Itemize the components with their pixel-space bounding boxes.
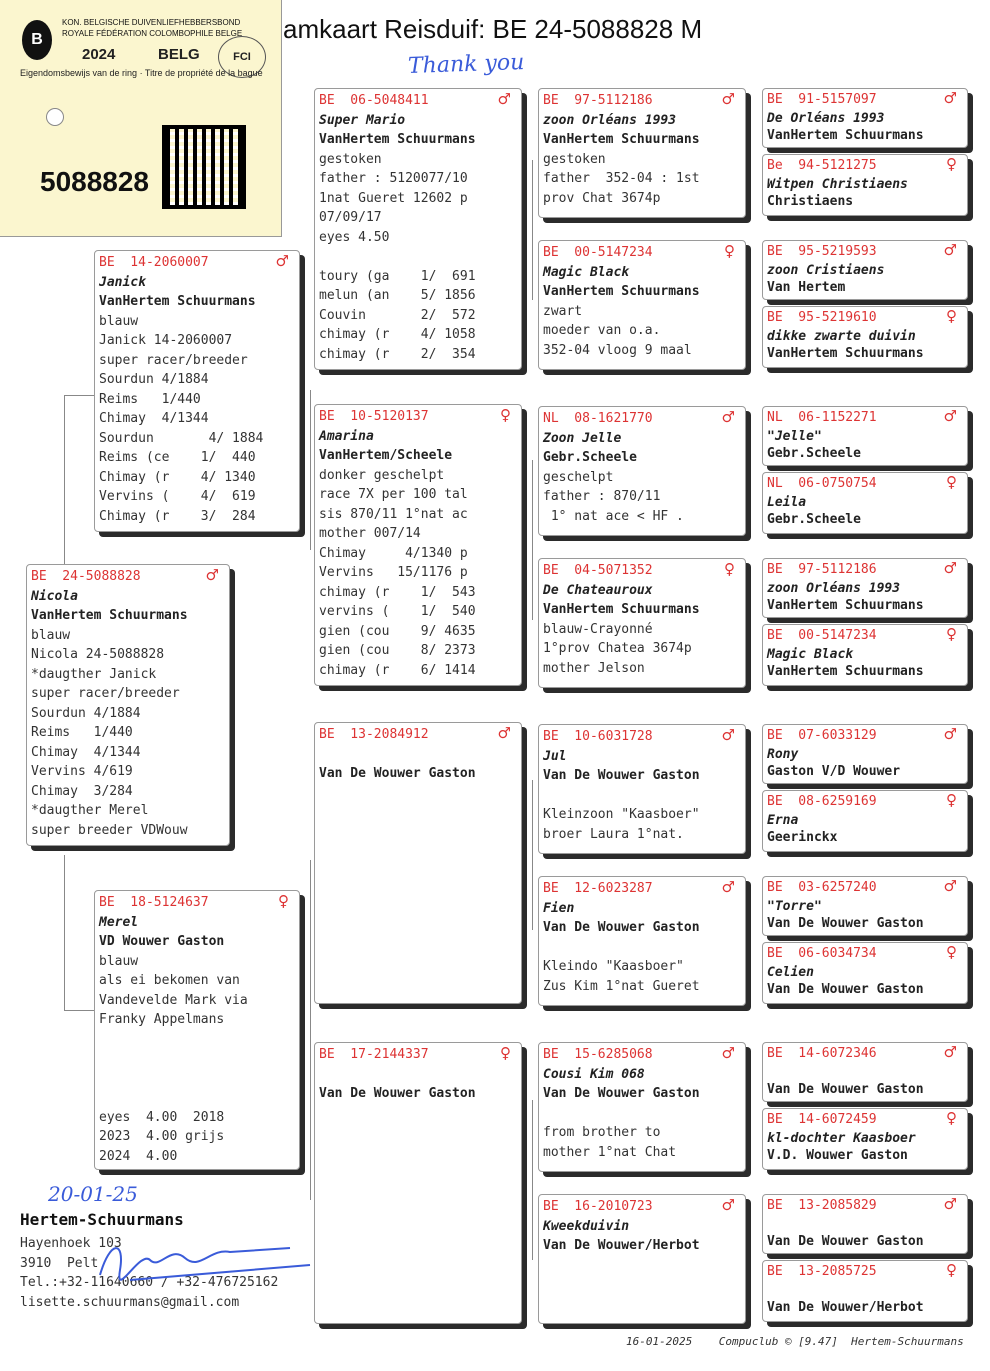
print-footer: 16-01-2025 Compuclub © [9.47] Hertem-Schuurmans: [626, 1335, 964, 1348]
ring-number: BE 91-5157097 ♂: [767, 89, 957, 107]
owner: Van De Wouwer Gaston: [543, 920, 700, 935]
owner: VanHertem Schuurmans: [767, 346, 924, 361]
owner: V.D. Wouwer Gaston: [767, 1148, 908, 1163]
detail-line: chimay (r 6/ 1414: [319, 662, 476, 678]
detail-line: mother 1°nat Chat: [543, 1144, 677, 1160]
pigeon-name: Merel: [99, 914, 139, 930]
pigeon-name: Zoon Jelle: [543, 430, 622, 446]
pigeon-name: "Jelle": [767, 428, 822, 444]
ring-number: BE 10-5120137 ♀: [319, 406, 511, 424]
detail-line: Vandevelde Mark via: [99, 992, 248, 1008]
detail-line: gien (cou 9/ 4635: [319, 623, 476, 639]
detail-line: 1°prov Chatea 3674p: [543, 641, 692, 656]
pigeon-card-gs2: [314, 722, 522, 1004]
connector-line: [64, 395, 65, 565]
pigeon-card-g4-15: [762, 1194, 968, 1254]
ring-number: BE 04-5071352 ♀: [543, 560, 735, 578]
detail-line: Sourdun 4/ 1884: [99, 430, 264, 446]
pigeon-card-ggs4: [538, 1042, 746, 1172]
connector-line: [310, 390, 311, 550]
owner: Van De Wouwer Gaston: [319, 1086, 476, 1101]
pigeon-card-ggd2: [538, 558, 746, 688]
female-icon: ♀: [724, 242, 735, 260]
owner: VanHertem Schuurmans: [767, 598, 924, 613]
male-icon: ♂: [943, 241, 957, 259]
detail-line: 2024 4.00: [99, 1148, 178, 1164]
detail-line: blauw-Crayonné: [543, 621, 653, 637]
pigeon-name: kl-dochter Kaasboer: [767, 1130, 916, 1146]
detail-line: Zus Kim 1°nat Gueret: [543, 978, 700, 994]
male-icon: ♂: [205, 566, 219, 584]
male-icon: ♂: [943, 1043, 957, 1061]
pigeon-card-g4-12: [762, 942, 968, 1004]
pigeon-name: zoon Orléans 1993: [543, 112, 677, 128]
detail-line: Chimay 4/1340 p: [319, 545, 468, 561]
ring-number: BE 03-6257240 ♂: [767, 877, 957, 895]
male-icon: ♂: [721, 1044, 735, 1062]
detail-line: Nicola 24-5088828: [31, 647, 165, 662]
detail-line: gestoken: [319, 151, 382, 167]
pigeon-name: De Orléans 1993: [767, 110, 885, 126]
ring-number: NL 06-1152271 ♂: [767, 407, 957, 425]
male-icon: ♂: [721, 1196, 735, 1214]
ring-number: BE 14-2060007 ♂: [99, 252, 289, 270]
ring-number: BE 06-5048411 ♂: [319, 90, 511, 108]
male-icon: ♂: [943, 1195, 957, 1213]
detail-line: super breeder VDWouw: [31, 822, 188, 838]
pigeon-card-g4-13: [762, 1042, 968, 1102]
detail-line: chimay (r 2/ 354: [319, 346, 476, 362]
detail-line: chimay (r 1/ 543: [319, 584, 476, 600]
pigeon-card-sire: [94, 250, 300, 532]
pigeon-name: Magic Black: [543, 264, 630, 280]
detail-line: father 352-04 : 1st: [543, 171, 700, 186]
pigeon-name: Celien: [767, 964, 814, 980]
female-icon: ♀: [500, 1044, 511, 1062]
male-icon: ♂: [721, 90, 735, 108]
detail-line: super racer/breeder: [31, 686, 180, 701]
detail-line: sis 870/11 1°nat ac: [319, 506, 468, 522]
detail-line: from brother to: [543, 1125, 661, 1140]
ring-ownership: Eigendomsbewijs van de ring · Titre de propriété de la bague: [20, 68, 263, 78]
connector-line: [310, 860, 311, 1200]
connector-line: [532, 160, 533, 300]
owner: VanHertem/Scheele: [319, 448, 453, 463]
detail-line: blauw: [31, 627, 71, 643]
detail-line: als ei bekomen van: [99, 973, 240, 988]
male-icon: ♂: [943, 559, 957, 577]
ring-number: BE 97-5112186 ♂: [543, 90, 735, 108]
fci-globe-icon: FCI: [218, 36, 266, 78]
detail-line: Franky Appelmans: [99, 1012, 225, 1027]
handwritten-note: Thank you: [407, 49, 525, 80]
ring-number: BE 00-5147234 ♀: [543, 242, 735, 260]
pigeon-name: [767, 1064, 967, 1082]
male-icon: ♂: [721, 726, 735, 744]
address-city: 3910 Pelt: [20, 1256, 99, 1271]
male-icon: ♂: [943, 877, 957, 895]
detail-line: Sourdun 4/1884: [99, 372, 209, 387]
pigeon-name: Leila: [767, 494, 807, 510]
ring-number: BE 13-2085829 ♂: [767, 1195, 957, 1213]
ring-org-line2: ROYALE FÉDÉRATION COLOMBOPHILE BELGE: [62, 29, 243, 38]
detail-line: broer Laura 1°nat.: [543, 826, 684, 842]
kbdb-logo-icon: B: [22, 20, 52, 60]
signature-icon: [90, 1230, 320, 1290]
ring-number: BE 07-6033129 ♂: [767, 725, 957, 743]
owner: Van De Wouwer Gaston: [767, 982, 924, 997]
pigeon-card-ggd3: [538, 876, 746, 1006]
ring-card: [0, 0, 282, 237]
owner: VanHertem Schuurmans: [543, 132, 700, 147]
ring-number: BE 08-6259169 ♀: [767, 791, 957, 809]
pigeon-name: Jul: [543, 748, 567, 764]
ring-number: BE 14-6072459 ♀: [767, 1109, 957, 1127]
connector-line: [532, 1100, 533, 1260]
pigeon-name: [767, 1282, 967, 1300]
detail-line: Chimay 3/284: [31, 783, 133, 799]
pigeon-name: Super Mario: [319, 112, 406, 128]
detail-line: 2023 4.00 grijs: [99, 1129, 225, 1144]
detail-line: Vervins 4/619: [31, 764, 133, 779]
pigeon-card-gd2: [314, 1042, 522, 1324]
detail-line: Reims (ce 1/ 440: [99, 450, 256, 465]
male-icon: ♂: [943, 89, 957, 107]
pigeon-name: Rony: [767, 746, 799, 762]
ring-org-line1: KON. BELGISCHE DUIVENLIEFHEBBERSBOND: [62, 18, 241, 27]
pigeon-name: Witpen Christiaens: [767, 176, 908, 192]
owner: Gebr.Scheele: [543, 450, 637, 465]
pigeon-name: Janick: [99, 274, 146, 290]
detail-line: Sourdun 4/1884: [31, 705, 141, 721]
pigeon-name: Cousi Kim 068: [543, 1066, 645, 1082]
male-icon: ♂: [275, 252, 289, 270]
ring-number: BE 95-5219610 ♀: [767, 307, 957, 325]
ring-number: Be 94-5121275 ♀: [767, 155, 957, 173]
pigeon-name: zoon Cristiaens: [767, 262, 885, 278]
female-icon: ♀: [946, 473, 957, 491]
qr-code-icon: [162, 125, 246, 209]
ring-number: BE 97-5112186 ♂: [767, 559, 957, 577]
male-icon: ♂: [497, 724, 511, 742]
pigeon-card-g4-5: [762, 406, 968, 466]
detail-line: 07/09/17: [319, 210, 382, 225]
owner: VanHertem Schuurmans: [767, 664, 924, 679]
pigeon-name: Kweekduivin: [543, 1218, 630, 1234]
owner: Gaston V/D Wouwer: [767, 764, 901, 779]
female-icon: ♀: [946, 625, 957, 643]
owner: Van De Wouwer Gaston: [767, 1082, 924, 1097]
ring-number: BE 10-6031728 ♂: [543, 726, 735, 744]
owner: VanHertem Schuurmans: [767, 128, 924, 143]
pigeon-card-ggs1: [538, 88, 746, 218]
pigeon-card-ggd1: [538, 240, 746, 370]
connector-line: [64, 395, 94, 396]
detail-line: gestoken: [543, 151, 606, 167]
pigeon-card-g4-11: [762, 876, 968, 936]
pigeon-card-ggs2: [538, 406, 746, 536]
detail-line: blauw: [99, 313, 139, 329]
pigeon-card-g4-1: [762, 88, 968, 148]
pigeon-card-g4-14: [762, 1108, 968, 1170]
owner: Van Hertem: [767, 280, 846, 295]
page-title: amkaart Reisduif: BE 24-5088828 M: [283, 14, 703, 44]
ring-number: NL 06-0750754 ♀: [767, 473, 957, 491]
detail-line: Couvin 2/ 572: [319, 307, 476, 323]
detail-line: 1° nat ace < HF .: [543, 508, 684, 524]
owner: Gebr.Scheele: [767, 512, 861, 527]
owner: VanHertem Schuurmans: [31, 608, 188, 623]
ring-number: BE 12-6023287 ♂: [543, 878, 735, 896]
pigeon-name: "Torre": [767, 898, 822, 914]
detail-line: moeder van o.a.: [543, 323, 661, 338]
breeder-name: Hertem-Schuurmans: [20, 1210, 184, 1229]
detail-line: zwart: [543, 303, 583, 319]
ring-number: 5088828: [40, 166, 150, 197]
address-street: Hayenhoek 103: [20, 1236, 122, 1251]
pigeon-card-g4-7: [762, 558, 968, 618]
owner: Van De Wouwer/Herbot: [767, 1300, 924, 1315]
female-icon: ♀: [724, 560, 735, 578]
female-icon: ♀: [946, 155, 957, 173]
pigeon-card-g4-10: [762, 790, 968, 852]
owner: Van De Wouwer Gaston: [543, 1086, 700, 1101]
pigeon-name: Nicola: [31, 588, 78, 604]
detail-line: donker geschelpt: [319, 467, 445, 483]
owner: Van De Wouwer Gaston: [319, 766, 476, 781]
pigeon-card-g4-6: [762, 472, 968, 534]
detail-line: Chimay 4/1344: [99, 411, 209, 426]
detail-line: *daugther Janick: [31, 666, 157, 682]
pigeon-name: Erna: [767, 812, 799, 828]
ring-number: BE 06-6034734 ♀: [767, 943, 957, 961]
detail-line: father : 5120077/10: [319, 171, 468, 186]
detail-line: Janick 14-2060007: [99, 333, 233, 348]
ring-number: BE 17-2144337 ♀: [319, 1044, 511, 1062]
female-icon: ♀: [278, 892, 289, 910]
ring-number: BE 24-5088828 ♂: [31, 566, 219, 584]
ring-number: BE 14-6072346 ♂: [767, 1043, 957, 1061]
pigeon-card-g4-8: [762, 624, 968, 686]
detail-line: eyes 4.00 2018: [99, 1109, 225, 1125]
pigeon-card-ggs3: [538, 724, 746, 854]
connector-line: [64, 855, 65, 1010]
ring-number: BE 13-2085725 ♀: [767, 1261, 957, 1279]
detail-line: blauw: [99, 953, 139, 969]
owner: VanHertem Schuurmans: [543, 284, 700, 299]
female-icon: ♀: [946, 307, 957, 325]
owner: Van De Wouwer Gaston: [767, 1234, 924, 1249]
pigeon-name: dikke zwarte duivin: [767, 328, 916, 344]
pigeon-card-gd1: [314, 404, 522, 686]
punch-hole: [46, 108, 64, 126]
handwritten-date: 20-01-25: [48, 1182, 138, 1206]
pigeon-card-g4-2: [762, 154, 968, 216]
detail-line: Kleinzoon "Kaasboer": [543, 807, 700, 822]
female-icon: ♀: [946, 1261, 957, 1279]
detail-line: *daugther Merel: [31, 803, 149, 818]
ring-number: BE 13-2084912 ♂: [319, 724, 511, 742]
pigeon-name: zoon Orléans 1993: [767, 580, 901, 596]
pigeon-name: Amarina: [319, 428, 374, 444]
owner: Gebr.Scheele: [767, 446, 861, 461]
detail-line: father : 870/11: [543, 489, 661, 504]
detail-line: Kleindo "Kaasboer": [543, 959, 684, 974]
owner: Van De Wouwer Gaston: [767, 916, 924, 931]
owner: Geerinckx: [767, 830, 838, 845]
pigeon-name: [767, 1216, 967, 1234]
detail-line: Vervins 15/1176 p: [319, 565, 468, 580]
phone: Tel.:+32-11640660 / +32-476725162: [20, 1275, 279, 1290]
owner: VanHertem Schuurmans: [99, 294, 256, 309]
ring-year: 2024: [82, 46, 116, 63]
female-icon: ♀: [946, 1109, 957, 1127]
pigeon-card-g4-16: [762, 1260, 968, 1322]
email: lisette.schuurmans@gmail.com: [20, 1295, 240, 1310]
detail-line: Chimay (r 3/ 284: [99, 508, 256, 524]
detail-line: Reims 1/440: [99, 391, 201, 407]
male-icon: ♂: [497, 90, 511, 108]
owner: Christiaens: [767, 194, 854, 209]
detail-line: 352-04 vloog 9 maal: [543, 342, 692, 358]
connector-line: [532, 780, 533, 930]
pigeon-name: Fien: [543, 900, 575, 916]
detail-line: 1nat Gueret 12602 p: [319, 190, 468, 206]
pigeon-card-subject: [26, 564, 230, 846]
owner: Van De Wouwer Gaston: [543, 768, 700, 783]
pigeon-card-gs1: [314, 88, 522, 370]
detail-line: mother Jelson: [543, 660, 645, 676]
detail-line: Chimay (r 4/ 1340: [99, 469, 256, 485]
connector-line: [532, 460, 533, 620]
detail-line: Reims 1/440: [31, 725, 133, 740]
male-icon: ♂: [721, 408, 735, 426]
male-icon: ♂: [721, 878, 735, 896]
detail-line: Chimay 4/1344: [31, 744, 141, 760]
ring-country: BELG: [158, 46, 200, 63]
female-icon: ♀: [500, 406, 511, 424]
pigeon-card-g4-3: [762, 240, 968, 300]
pigeon-card-g4-9: [762, 724, 968, 784]
detail-line: vervins ( 1/ 540: [319, 604, 476, 619]
female-icon: ♀: [946, 791, 957, 809]
detail-line: prov Chat 3674p: [543, 190, 661, 206]
owner: Van De Wouwer/Herbot: [543, 1238, 700, 1253]
ring-number: NL 08-1621770 ♂: [543, 408, 735, 426]
detail-line: geschelpt: [543, 469, 614, 485]
pigeon-name: De Chateauroux: [543, 582, 653, 598]
owner: VD Wouwer Gaston: [99, 934, 225, 949]
detail-line: gien (cou 8/ 2373: [319, 643, 476, 658]
connector-line: [64, 1010, 94, 1011]
pigeon-card-g4-4: [762, 306, 968, 368]
female-icon: ♀: [946, 943, 957, 961]
detail-line: race 7X per 100 tal: [319, 487, 468, 502]
ring-number: BE 18-5124637 ♀: [99, 892, 289, 910]
pigeon-card-dam: [94, 890, 300, 1170]
pigeon-card-ggd4: [538, 1194, 746, 1324]
detail-line: toury (ga 1/ 691: [319, 268, 476, 284]
owner: VanHertem Schuurmans: [543, 602, 700, 617]
detail-line: eyes 4.50: [319, 229, 390, 245]
detail-line: Vervins ( 4/ 619: [99, 489, 256, 504]
pigeon-name: Magic Black: [767, 646, 854, 662]
ring-number: BE 15-6285068 ♂: [543, 1044, 735, 1062]
detail-line: chimay (r 4/ 1058: [319, 327, 476, 342]
ring-number: BE 16-2010723 ♂: [543, 1196, 735, 1214]
male-icon: ♂: [943, 407, 957, 425]
detail-line: mother 007/14: [319, 526, 421, 541]
ring-number: BE 95-5219593 ♂: [767, 241, 957, 259]
detail-line: melun (an 5/ 1856: [319, 288, 476, 303]
detail-line: super racer/breeder: [99, 352, 248, 368]
male-icon: ♂: [943, 725, 957, 743]
owner: VanHertem Schuurmans: [319, 132, 476, 147]
ring-number: BE 00-5147234 ♀: [767, 625, 957, 643]
